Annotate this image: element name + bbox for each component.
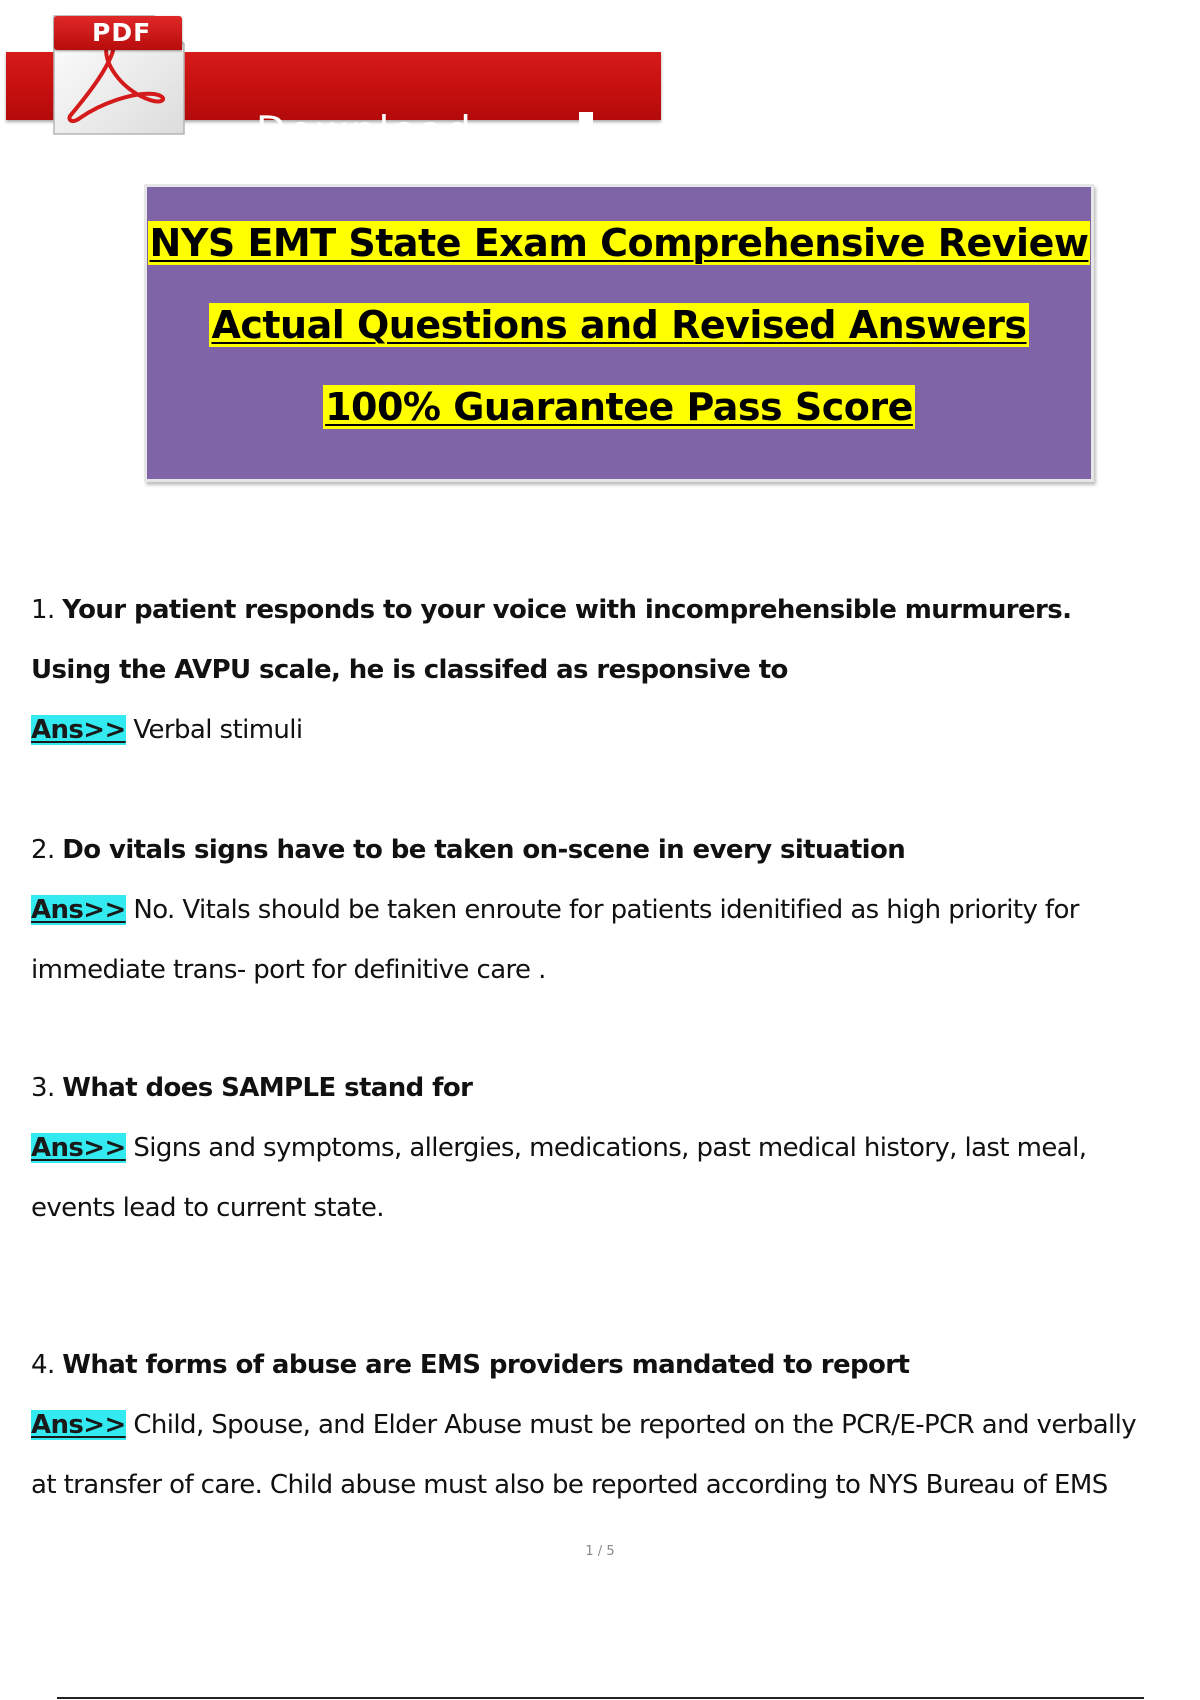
title-line-1 [147,217,1091,269]
question-number: 3. [31,1073,55,1103]
question-text: What forms of abuse are EMS providers mandated to report [62,1350,910,1380]
download-banner[interactable] [6,6,666,154]
title-line-3-text: 100% Guarantee Pass Score [325,385,913,429]
answer-line [31,700,1191,760]
title-line-1-text: NYS EMT State Exam Comprehensive Review [149,221,1089,265]
question-number: 2. [31,835,55,865]
question-text: Do vitals signs have to be taken on-scene in every situation [62,835,906,865]
answer-text: Child, Spouse, and Elder Abuse must be reported on the PCR/E-PCR and verbally [133,1410,1137,1440]
question-line [31,1335,1191,1395]
question-line [31,580,1191,640]
question-number: 1. [31,595,55,625]
answer-line [31,1395,1191,1455]
question-item [31,580,1191,760]
question-line [31,640,1191,700]
answer-line [31,1455,1191,1515]
answer-tag: Ans>> [31,1410,126,1440]
question-line [31,820,1191,880]
pdf-file-icon [50,12,190,138]
answer-text: Signs and symptoms, allergies, medications, past medical history, last meal, [133,1133,1087,1163]
title-line-2 [147,299,1091,351]
title-line-2-text: Actual Questions and Revised Answers [211,303,1027,347]
page-number: 1 / 5 [585,1544,615,1559]
question-text: Your patient responds to your voice with incomprehensible murmurers. [62,595,1072,625]
answer-line [31,880,1191,940]
download-arrow-icon [561,110,611,160]
answer-text: at transfer of care. Child abuse must also be reported according to NYS Bureau of EMS [31,1470,1108,1500]
page-divider [57,1697,1144,1699]
answer-text: No. Vitals should be taken enroute for patients idenitified as high priority for [133,895,1079,925]
answer-line [31,1178,1191,1238]
question-line [31,1058,1191,1118]
answer-tag: Ans>> [31,895,126,925]
question-text: What does SAMPLE stand for [62,1073,473,1103]
question-item [31,1335,1191,1515]
question-text: Using the AVPU scale, he is classifed as responsive to [31,655,788,685]
download-label: Download [256,109,474,154]
answer-text: events lead to current state. [31,1193,384,1223]
title-box [144,184,1094,482]
answer-line [31,940,1191,1000]
pdf-badge [54,16,182,50]
question-item [31,1058,1191,1238]
title-line-3 [147,381,1091,433]
answer-tag: Ans>> [31,1133,126,1163]
answer-tag: Ans>> [31,715,126,745]
answer-text: Verbal stimuli [133,715,303,745]
answer-text: immediate trans- port for definitive care . [31,955,546,985]
answer-line [31,1118,1191,1178]
question-number: 4. [31,1350,55,1380]
pdf-badge-label: PDF [92,18,152,47]
question-item [31,820,1191,1000]
